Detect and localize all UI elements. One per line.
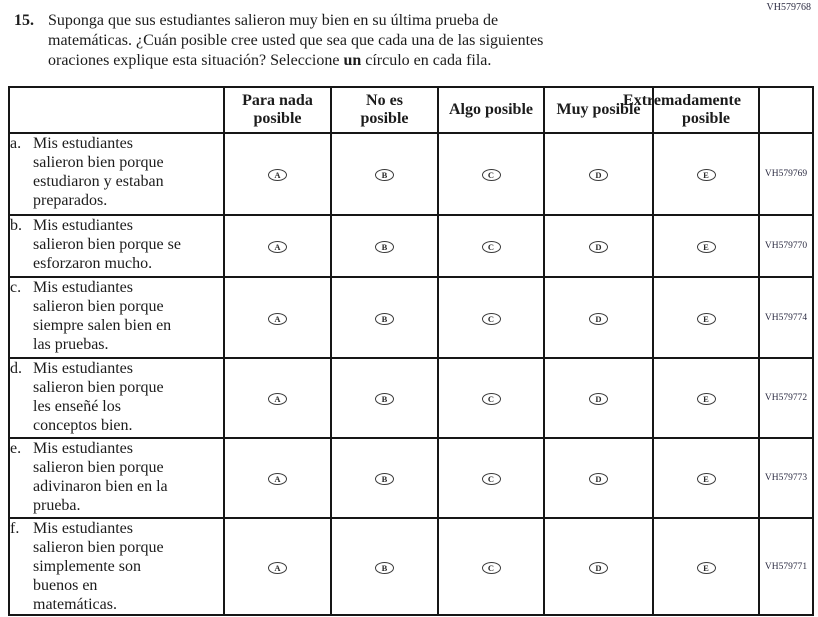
header-code-blank: [759, 87, 813, 133]
row-accession-code: VH579774: [759, 277, 813, 358]
option-bubble-a[interactable]: A: [268, 473, 287, 485]
row-letter: b.: [10, 217, 22, 234]
option-bubble-b[interactable]: B: [375, 313, 394, 325]
question-number: 15.: [14, 12, 34, 29]
option-cell: [224, 438, 331, 518]
table-row-e: [9, 438, 813, 518]
option-bubble-b[interactable]: B: [375, 562, 394, 574]
statement-text: Mis estudiantes salieron bien porque estudiaron y estaban preparados.: [33, 135, 164, 209]
option-cell: [653, 358, 759, 438]
option-bubble-e[interactable]: E: [697, 241, 716, 253]
header-row: [9, 87, 813, 133]
option-cell: [331, 133, 438, 215]
option-cell: [544, 215, 653, 277]
header-label: Algo posible: [448, 101, 533, 118]
row-letter: c.: [10, 279, 22, 296]
option-cell: [224, 277, 331, 358]
option-bubble-d[interactable]: D: [589, 313, 608, 325]
header-no-es-posible: [331, 87, 438, 133]
option-bubble-d[interactable]: D: [589, 169, 608, 181]
option-cell: [331, 215, 438, 277]
option-cell: [653, 438, 759, 518]
option-cell: [224, 133, 331, 215]
option-cell: [544, 438, 653, 518]
header-algo-posible: [438, 87, 544, 133]
statement-text: Mis estudiantes salieron bien porque les enseñé los conceptos bien.: [33, 360, 164, 434]
statement-cell: [9, 277, 224, 358]
table-row-d: [9, 358, 813, 438]
option-cell: [438, 277, 544, 358]
option-cell: [224, 215, 331, 277]
option-cell: [331, 277, 438, 358]
row-letter: d.: [10, 360, 22, 377]
option-bubble-d[interactable]: D: [589, 241, 608, 253]
option-cell: [331, 358, 438, 438]
option-cell: [653, 277, 759, 358]
statement-text: Mis estudiantes salieron bien porque adivinaron bien en la prueba.: [33, 440, 168, 514]
row-letter: a.: [10, 135, 22, 152]
row-accession-code: VH579769: [759, 133, 813, 215]
option-bubble-c[interactable]: C: [482, 169, 501, 181]
response-grid: [8, 86, 814, 616]
statement-cell: [9, 215, 224, 277]
table-row-c: [9, 277, 813, 358]
option-bubble-a[interactable]: A: [268, 313, 287, 325]
header-label: Muy posible: [556, 101, 641, 118]
question-block: [14, 11, 818, 71]
option-bubble-c[interactable]: C: [482, 313, 501, 325]
row-letter: e.: [10, 440, 22, 457]
option-bubble-b[interactable]: B: [375, 393, 394, 405]
statement-cell: [9, 358, 224, 438]
option-bubble-b[interactable]: B: [375, 169, 394, 181]
statement-cell: [9, 518, 224, 615]
table-row-a: [9, 133, 813, 215]
option-bubble-a[interactable]: A: [268, 562, 287, 574]
header-extremadamente-posible: [623, 87, 759, 133]
statement-cell: [9, 133, 224, 215]
row-accession-code: VH579770: [759, 215, 813, 277]
option-cell: [653, 133, 759, 215]
question-line-1: Suponga que sus estudiantes salieron muy bien en su última prueba de: [48, 12, 499, 29]
statement-text: Mis estudiantes salieron bien porque simplemente son buenos en matemáticas.: [33, 520, 164, 613]
question-line-2: matemáticas. ¿Cuán posible cree usted que sea que cada una de las siguientes: [48, 32, 544, 49]
option-bubble-e[interactable]: E: [697, 473, 716, 485]
option-bubble-d[interactable]: D: [589, 473, 608, 485]
option-bubble-d[interactable]: D: [589, 562, 608, 574]
row-accession-code: VH579771: [759, 518, 813, 615]
option-bubble-a[interactable]: A: [268, 241, 287, 253]
option-bubble-b[interactable]: B: [375, 241, 394, 253]
header-label: No es posible: [360, 92, 409, 127]
statement-text: Mis estudiantes salieron bien porque se esforzaron mucho.: [33, 217, 181, 272]
option-cell: [544, 358, 653, 438]
question-line-3-pre: oraciones explique esta situación? Seleccione: [48, 52, 344, 69]
option-cell: [438, 518, 544, 615]
question-line-3-bold: un: [343, 52, 362, 69]
option-bubble-c[interactable]: C: [482, 393, 501, 405]
option-cell: [544, 277, 653, 358]
option-cell: [224, 358, 331, 438]
option-cell: [544, 133, 653, 215]
option-cell: [224, 518, 331, 615]
option-cell: [331, 438, 438, 518]
table-row-b: [9, 215, 813, 277]
option-bubble-c[interactable]: C: [482, 562, 501, 574]
option-bubble-c[interactable]: C: [482, 241, 501, 253]
option-bubble-d[interactable]: D: [589, 393, 608, 405]
option-bubble-c[interactable]: C: [482, 473, 501, 485]
header-label: Para nada posible: [242, 92, 313, 127]
option-bubble-e[interactable]: E: [697, 313, 716, 325]
option-cell: [438, 215, 544, 277]
option-cell: [438, 133, 544, 215]
option-bubble-e[interactable]: E: [697, 562, 716, 574]
option-bubble-e[interactable]: E: [697, 169, 716, 181]
option-cell: [438, 438, 544, 518]
row-accession-code: VH579772: [759, 358, 813, 438]
form-code: VH579768: [766, 2, 811, 13]
question-text: [48, 11, 818, 71]
option-cell: [331, 518, 438, 615]
row-letter: f.: [10, 520, 20, 537]
option-cell: [438, 358, 544, 438]
header-statements-blank: [9, 87, 224, 133]
header-label: Extremadamente posible: [623, 92, 741, 127]
option-bubble-a[interactable]: A: [268, 169, 287, 181]
header-para-nada-posible: [224, 87, 331, 133]
option-cell: [544, 518, 653, 615]
statement-text: Mis estudiantes salieron bien porque siempre salen bien en las pruebas.: [33, 279, 172, 353]
option-cell: [653, 518, 759, 615]
option-bubble-b[interactable]: B: [375, 473, 394, 485]
table-row-f: [9, 518, 813, 615]
question-line-3-post: círculo en cada fila.: [361, 52, 492, 69]
row-accession-code: VH579773: [759, 438, 813, 518]
option-cell: [653, 215, 759, 277]
option-bubble-a[interactable]: A: [268, 393, 287, 405]
statement-cell: [9, 438, 224, 518]
question-line-3: [48, 51, 818, 71]
option-bubble-e[interactable]: E: [697, 393, 716, 405]
